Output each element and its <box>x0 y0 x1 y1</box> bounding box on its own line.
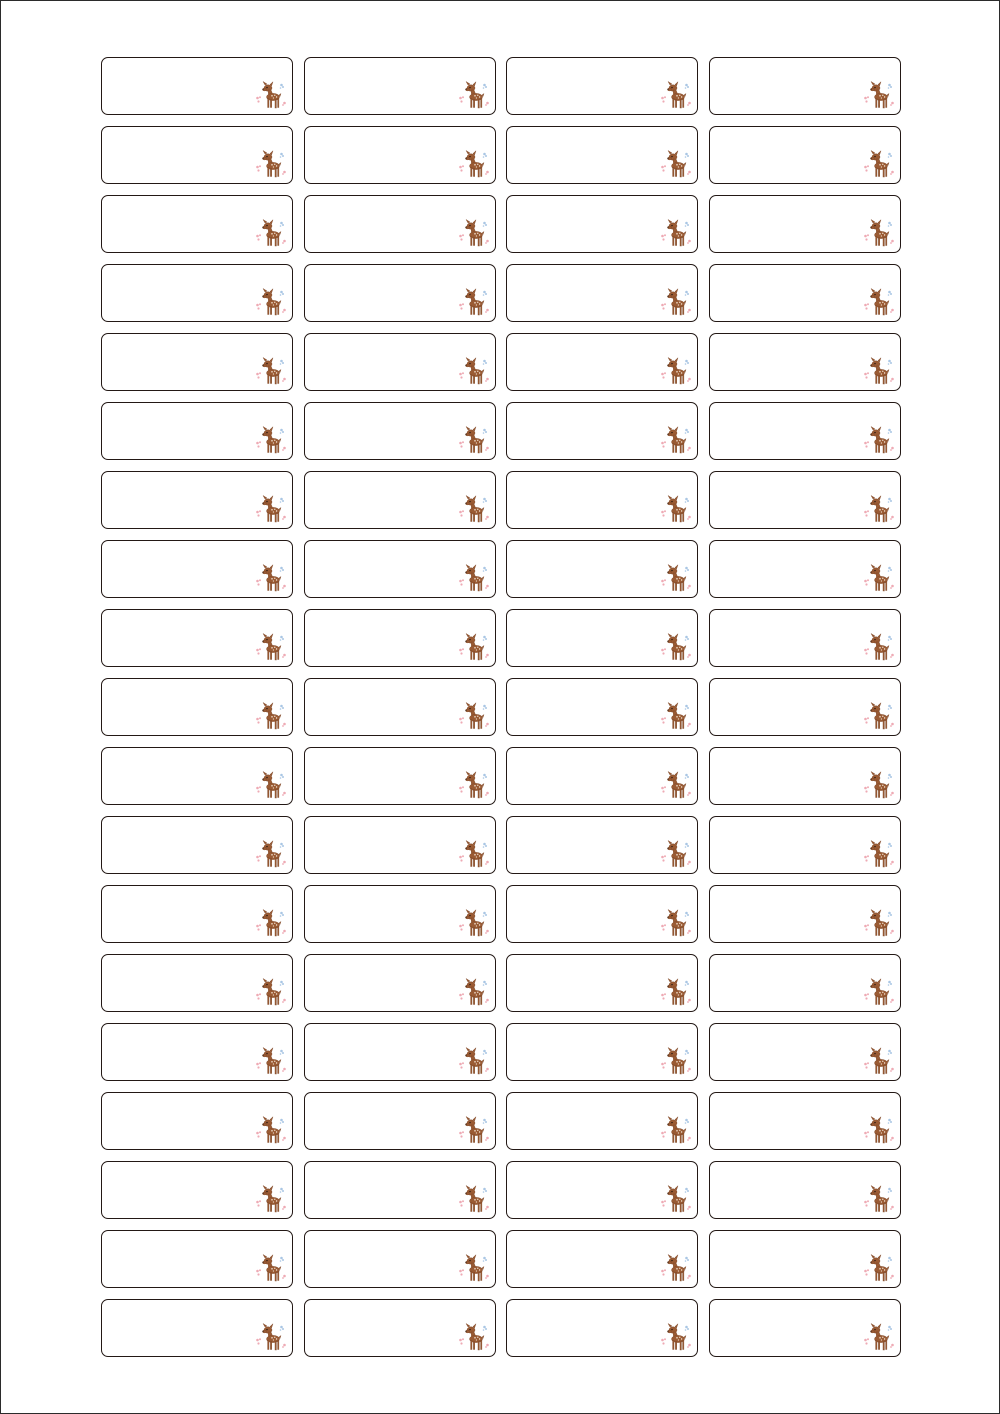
label-cell <box>506 1092 698 1150</box>
deer-icon <box>255 839 287 869</box>
label-cell <box>101 402 293 460</box>
label-cell <box>304 126 496 184</box>
label-cell <box>506 678 698 736</box>
deer-icon <box>458 218 490 248</box>
label-cell <box>101 609 293 667</box>
deer-icon <box>660 563 692 593</box>
deer-icon <box>863 218 895 248</box>
deer-icon <box>863 701 895 731</box>
deer-icon <box>255 80 287 110</box>
label-cell <box>304 954 496 1012</box>
label-cell <box>304 540 496 598</box>
label-cell <box>506 333 698 391</box>
label-cell <box>101 1299 293 1357</box>
label-cell <box>304 195 496 253</box>
deer-icon <box>660 977 692 1007</box>
label-cell <box>709 747 901 805</box>
label-cell <box>709 402 901 460</box>
deer-icon <box>458 1253 490 1283</box>
deer-icon <box>863 149 895 179</box>
deer-icon <box>863 1253 895 1283</box>
label-cell <box>304 471 496 529</box>
deer-icon <box>458 701 490 731</box>
label-cell <box>506 954 698 1012</box>
label-cell <box>101 1161 293 1219</box>
deer-icon <box>255 977 287 1007</box>
deer-icon <box>255 218 287 248</box>
deer-icon <box>660 218 692 248</box>
label-cell <box>506 402 698 460</box>
label-cell <box>709 333 901 391</box>
deer-icon <box>255 1322 287 1352</box>
label-cell <box>304 1161 496 1219</box>
label-cell <box>101 1023 293 1081</box>
label-cell <box>101 954 293 1012</box>
label-grid <box>101 57 901 1357</box>
deer-icon <box>255 494 287 524</box>
deer-icon <box>863 632 895 662</box>
label-cell <box>506 195 698 253</box>
label-cell <box>709 1161 901 1219</box>
deer-icon <box>863 1046 895 1076</box>
deer-icon <box>255 632 287 662</box>
deer-icon <box>458 1046 490 1076</box>
label-cell <box>304 816 496 874</box>
label-cell <box>709 195 901 253</box>
deer-icon <box>255 1184 287 1214</box>
deer-icon <box>458 563 490 593</box>
deer-icon <box>660 908 692 938</box>
deer-icon <box>863 1184 895 1214</box>
label-cell <box>506 471 698 529</box>
label-cell <box>506 816 698 874</box>
deer-icon <box>863 563 895 593</box>
label-cell <box>506 1230 698 1288</box>
label-cell <box>506 540 698 598</box>
deer-icon <box>660 425 692 455</box>
label-cell <box>709 1023 901 1081</box>
label-cell <box>304 402 496 460</box>
label-cell <box>101 57 293 115</box>
label-cell <box>101 471 293 529</box>
deer-icon <box>458 425 490 455</box>
deer-icon <box>255 287 287 317</box>
deer-icon <box>660 80 692 110</box>
deer-icon <box>660 1046 692 1076</box>
label-cell <box>101 1092 293 1150</box>
deer-icon <box>863 425 895 455</box>
deer-icon <box>458 908 490 938</box>
label-cell <box>304 1299 496 1357</box>
label-cell <box>304 57 496 115</box>
deer-icon <box>863 977 895 1007</box>
label-cell <box>304 747 496 805</box>
label-cell <box>709 816 901 874</box>
label-cell <box>506 57 698 115</box>
label-cell <box>709 954 901 1012</box>
label-cell <box>304 885 496 943</box>
deer-icon <box>660 149 692 179</box>
deer-icon <box>660 356 692 386</box>
deer-icon <box>255 1253 287 1283</box>
deer-icon <box>660 770 692 800</box>
label-cell <box>304 333 496 391</box>
label-cell <box>709 264 901 322</box>
label-cell <box>506 126 698 184</box>
deer-icon <box>660 632 692 662</box>
label-cell <box>304 1023 496 1081</box>
deer-icon <box>863 356 895 386</box>
label-cell <box>709 471 901 529</box>
deer-icon <box>458 1115 490 1145</box>
deer-icon <box>458 977 490 1007</box>
deer-icon <box>458 1184 490 1214</box>
deer-icon <box>863 839 895 869</box>
deer-icon <box>863 1115 895 1145</box>
deer-icon <box>255 770 287 800</box>
deer-icon <box>660 1253 692 1283</box>
label-cell <box>709 1092 901 1150</box>
deer-icon <box>458 80 490 110</box>
label-cell <box>101 126 293 184</box>
deer-icon <box>458 1322 490 1352</box>
deer-icon <box>458 632 490 662</box>
label-cell <box>506 1299 698 1357</box>
label-cell <box>709 540 901 598</box>
label-cell <box>101 333 293 391</box>
deer-icon <box>255 1046 287 1076</box>
label-cell <box>709 678 901 736</box>
deer-icon <box>255 425 287 455</box>
label-cell <box>709 126 901 184</box>
deer-icon <box>660 287 692 317</box>
deer-icon <box>660 701 692 731</box>
label-cell <box>709 885 901 943</box>
label-cell <box>304 1092 496 1150</box>
deer-icon <box>458 356 490 386</box>
deer-icon <box>255 701 287 731</box>
deer-icon <box>255 149 287 179</box>
label-cell <box>304 609 496 667</box>
deer-icon <box>458 839 490 869</box>
label-cell <box>101 540 293 598</box>
label-cell <box>709 57 901 115</box>
deer-icon <box>255 563 287 593</box>
deer-icon <box>863 494 895 524</box>
deer-icon <box>863 770 895 800</box>
label-cell <box>506 885 698 943</box>
deer-icon <box>660 1115 692 1145</box>
deer-icon <box>863 1322 895 1352</box>
deer-icon <box>255 1115 287 1145</box>
label-cell <box>101 678 293 736</box>
label-cell <box>304 1230 496 1288</box>
label-cell <box>709 1230 901 1288</box>
deer-icon <box>458 149 490 179</box>
label-cell <box>506 1023 698 1081</box>
deer-icon <box>255 356 287 386</box>
label-cell <box>506 1161 698 1219</box>
label-cell <box>101 816 293 874</box>
deer-icon <box>660 494 692 524</box>
label-cell <box>709 609 901 667</box>
deer-icon <box>458 770 490 800</box>
label-cell <box>304 678 496 736</box>
label-cell <box>101 885 293 943</box>
deer-icon <box>660 839 692 869</box>
deer-icon <box>863 908 895 938</box>
label-cell <box>506 609 698 667</box>
label-cell <box>506 264 698 322</box>
label-cell <box>304 264 496 322</box>
label-cell <box>506 747 698 805</box>
label-cell <box>101 747 293 805</box>
deer-icon <box>458 287 490 317</box>
label-cell <box>101 264 293 322</box>
deer-icon <box>863 80 895 110</box>
deer-icon <box>660 1184 692 1214</box>
deer-icon <box>660 1322 692 1352</box>
label-cell <box>101 1230 293 1288</box>
label-cell <box>101 195 293 253</box>
deer-icon <box>863 287 895 317</box>
deer-icon <box>458 494 490 524</box>
label-cell <box>709 1299 901 1357</box>
deer-icon <box>255 908 287 938</box>
